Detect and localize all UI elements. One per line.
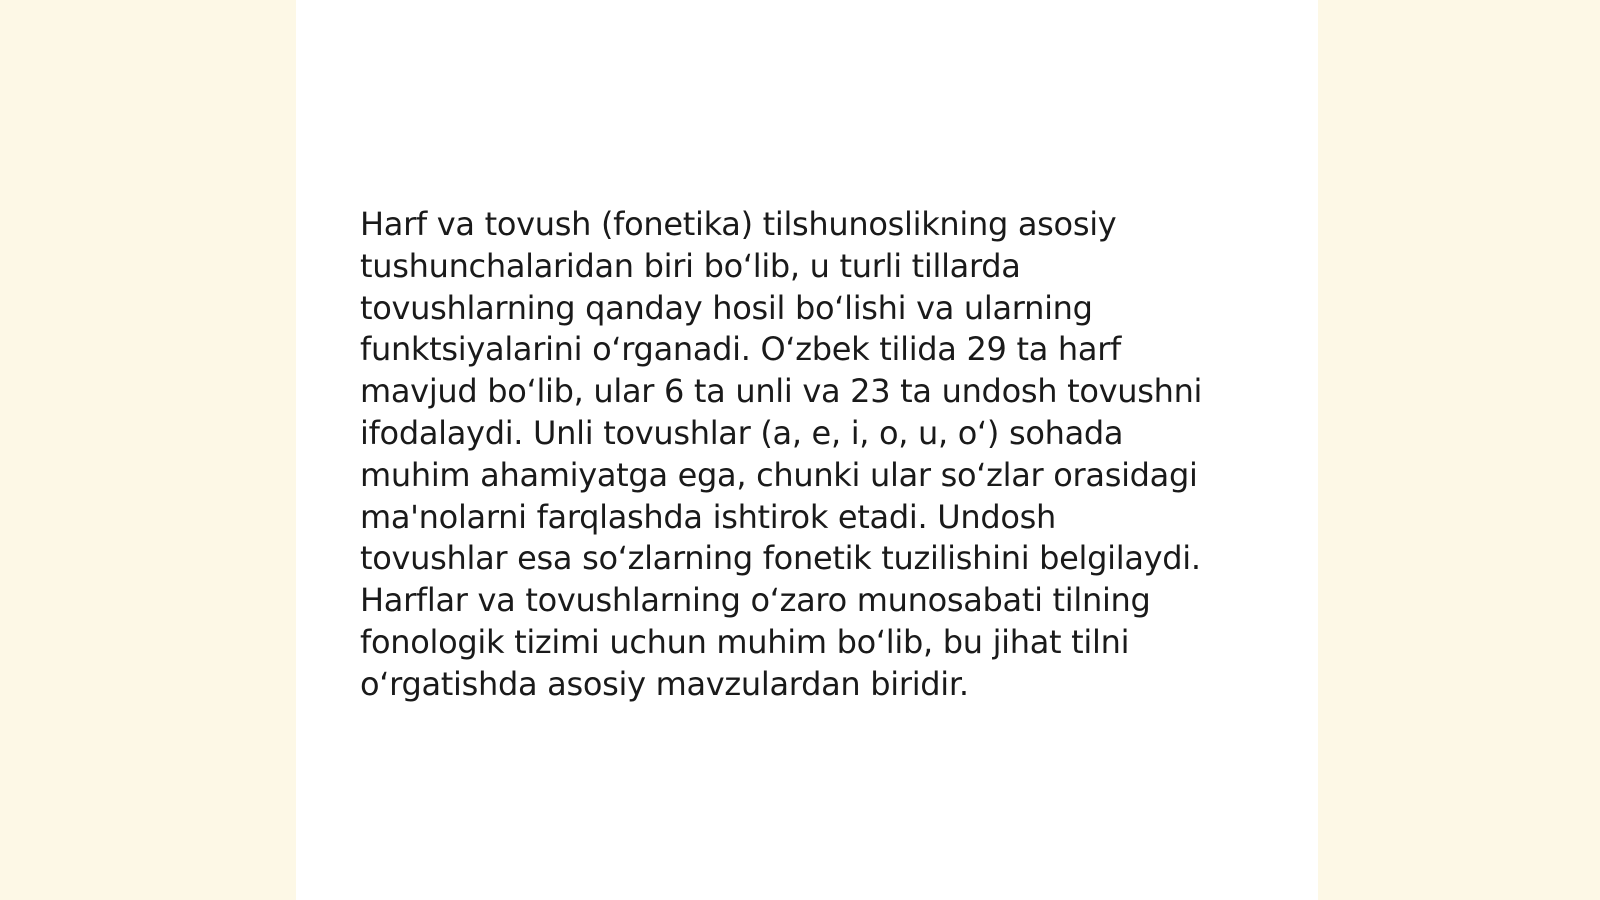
- paragraph-line-11: fonologik tizimi uchun muhim bo‘lib, bu jihat tilni: [360, 622, 1130, 661]
- paragraph-line-7: muhim ahamiyatga ega, chunki ular so‘zlar orasidagi: [360, 455, 1198, 494]
- paragraph-line-5: mavjud bo‘lib, ular 6 ta unli va 23 ta undosh tovushni: [360, 372, 1203, 411]
- document-page: [296, 0, 1318, 900]
- paragraph-line-8: ma'nolarni farqlashda ishtirok etadi. Undosh: [360, 497, 1056, 536]
- paragraph-line-10: Harflar va tovushlarning o‘zaro munosabati tilning: [360, 581, 1151, 620]
- paragraph-line-2: tushunchalaridan biri bo‘lib, u turli tillarda: [360, 246, 1021, 285]
- paragraph-line-12: o‘rgatishda asosiy mavzulardan biridir.: [360, 664, 969, 703]
- paragraph-line-4: funktsiyalarini o‘rganadi. O‘zbek tilida 29 ta harf: [360, 330, 1122, 369]
- paragraph-line-3: tovushlarning qanday hosil bo‘lishi va ularning: [360, 288, 1093, 327]
- paragraph-line-1: Harf va tovush (fonetika) tilshunoslikning asosiy: [360, 205, 1117, 243]
- body-paragraph: [360, 204, 1240, 706]
- paragraph-line-6: ifodalaydi. Unli tovushlar (a, e, i, o, u, o‘) sohada: [360, 413, 1124, 452]
- paragraph-line-9: tovushlar esa so‘zlarning fonetik tuzilishini belgilaydi.: [360, 539, 1201, 578]
